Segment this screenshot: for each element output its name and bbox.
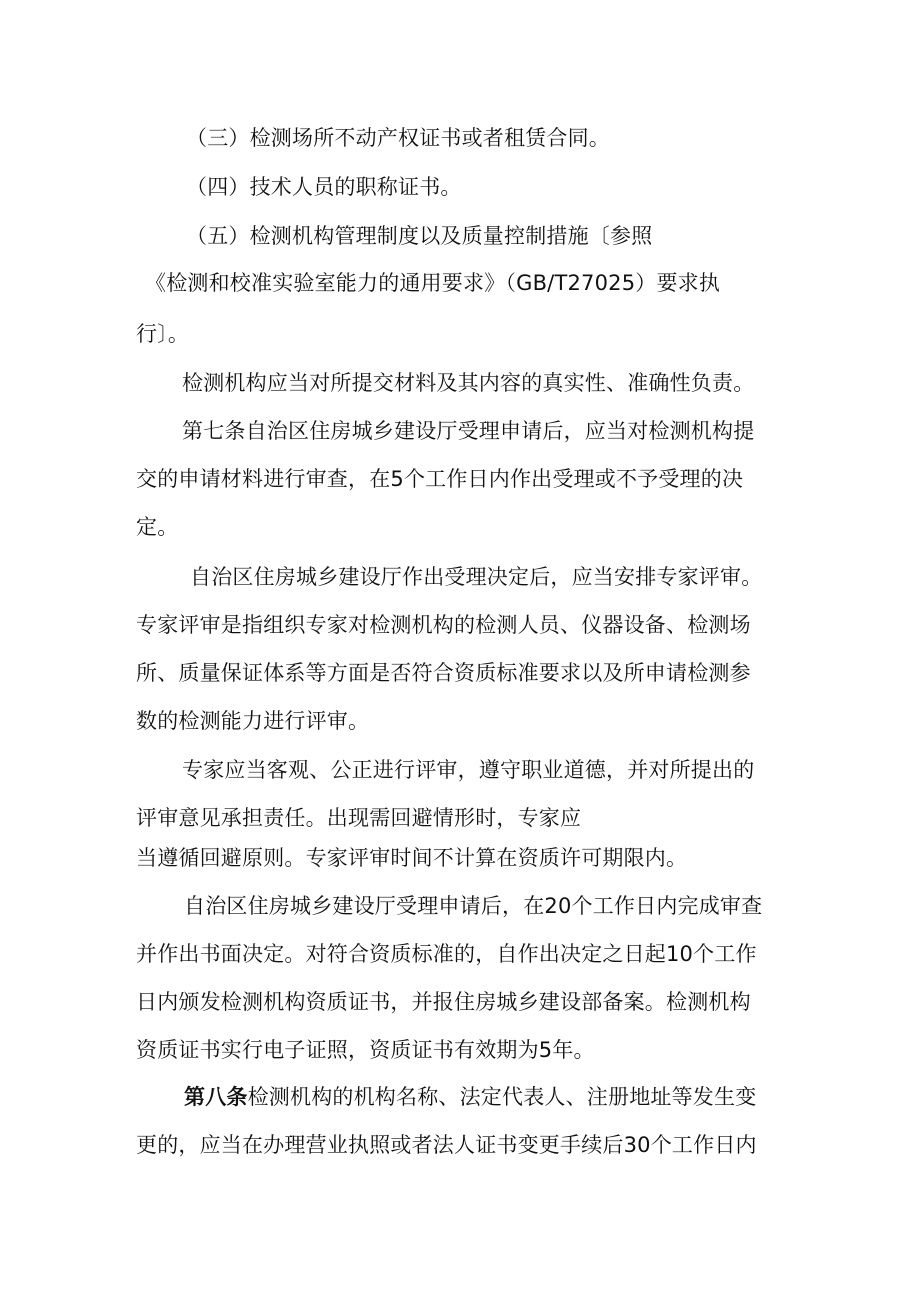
paragraph-item-4: （四）技术人员的职称证书。: [186, 175, 462, 199]
decision-line-2: 并作出书面决定。对符合资质标准的，自作出决定之日起10个工作: [136, 942, 757, 966]
expert-review-line-4: 数的检测能力进行评审。: [136, 709, 370, 733]
article-8-heading: 第八条: [184, 1085, 248, 1109]
article-7-line-3: 定。: [136, 515, 179, 539]
paragraph-item-3: （三）检测场所不动产权证书或者租赁合同。: [186, 126, 610, 150]
paragraph-item-5-line-3: 行〕。: [136, 322, 190, 346]
paragraph-responsibility: 检测机构应当对所提交材料及其内容的真实性、准确性负责。: [182, 371, 755, 395]
article-7-line-2: 交的申请材料进行审查，在5个工作日内作出受理或不予受理的决: [136, 467, 744, 491]
article-7-line-1: 第七条自治区住房城乡建设厅受理申请后，应当对检测机构提: [182, 419, 755, 443]
expert-review-line-3: 所、质量保证体系等方面是否符合资质标准要求以及所申请检测参: [136, 661, 751, 685]
expert-duty-line-2: 评审意见承担责任。出现需回避情形时，专家应: [136, 806, 582, 830]
expert-duty-line-3: 当遵循回避原则。专家评审时间不计算在资质许可期限内。: [136, 846, 688, 870]
paragraph-item-5-line-2: 《检测和校准实验室能力的通用要求》（GB/T27025）要求执: [145, 271, 721, 295]
decision-line-1: 自治区住房城乡建设厅受理申请后，在20个工作日内完成审查: [184, 894, 763, 918]
expert-review-line-1: 自治区住房城乡建设厅作出受理决定后，应当安排专家评审。: [190, 565, 763, 589]
decision-line-4: 资质证书实行电子证照，资质证书有效期为5年。: [136, 1038, 595, 1062]
expert-duty-line-1: 专家应当客观、公正进行评审，遵守职业道德，并对所提出的: [182, 758, 755, 782]
expert-review-line-2: 专家评审是指组织专家对检测机构的检测人员、仪器设备、检测场: [136, 613, 751, 637]
article-8-line-2: 更的，应当在办理营业执照或者法人证书变更手续后30个工作日内: [136, 1133, 757, 1157]
decision-line-3: 日内颁发检测机构资质证书，并报住房城乡建设部备案。检测机构: [136, 990, 751, 1014]
article-8-line-1: [184, 1082, 756, 1112]
paragraph-item-5-line-1: （五）检测机构管理制度以及质量控制措施〔参照: [186, 224, 653, 248]
article-8-text: 检测机构的机构名称、法定代表人、注册地址等发生变: [247, 1085, 757, 1109]
